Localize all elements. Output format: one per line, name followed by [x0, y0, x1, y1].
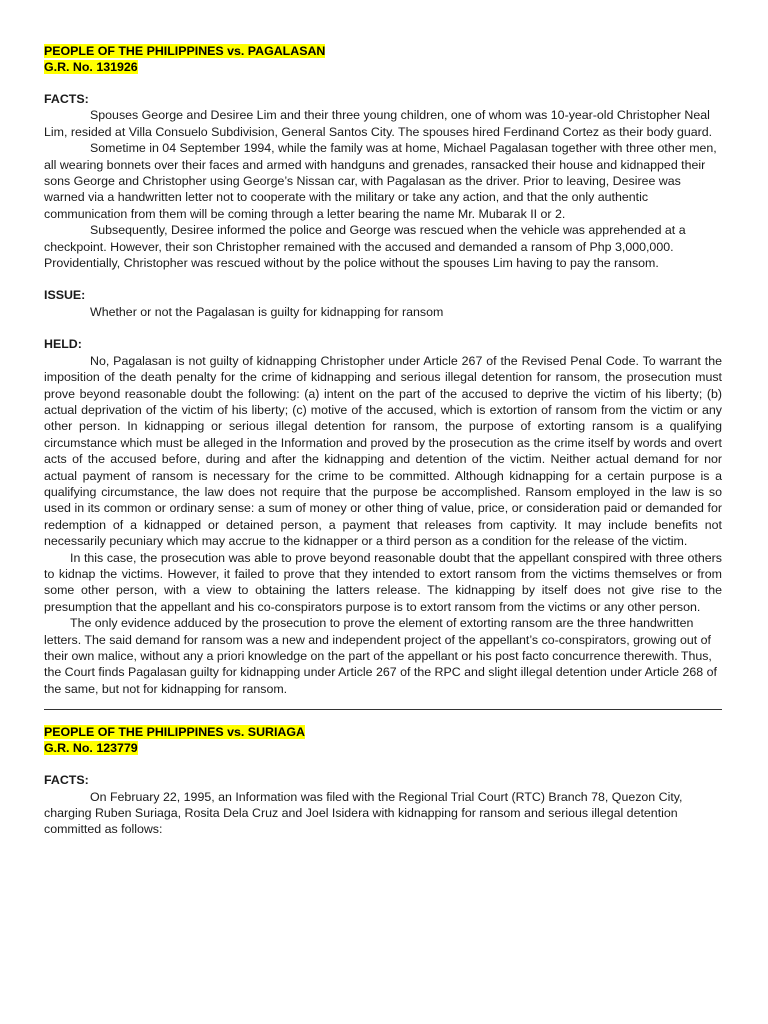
- held-paragraph: The only evidence adduced by the prosecution to prove the element of extorting ransom are the three handwritten letters. The said demand for ransom was a new and independent project of the appellant’s co-conspirators, growing out of their own malice, without any a priori knowledge on the part of the appellant or his post facto concurrence therewith. Thus, the Court finds Pagalasan guilty for kidnapping under Article 267 of the RPC and slight illegal detention under Article 268 of the same, but not for kidnapping for ransom.: [44, 616, 717, 696]
- case-title-highlight: PEOPLE OF THE PHILIPPINES vs. PAGALASAN: [44, 44, 326, 58]
- spacer: [44, 75, 722, 91]
- facts-paragraph: Sometime in 04 September 1994, while the family was at home, Michael Pagalasan together with three other men, all wearing bonnets over their faces and armed with handguns and grenades, ransacked their house and kidnapped their sons George and Christopher using George’s Nissan car, with Pagalasan as the driver. Prior to leaving, Desiree was warned via a handwritten letter not to cooperate with the military or take any action, and that the only authentic communication from them will be coming through a letter bearing the name Mr. Mubarak II or 2.: [44, 141, 717, 221]
- facts-heading: FACTS:: [44, 92, 89, 106]
- case-title-highlight: PEOPLE OF THE PHILIPPINES vs. SURIAGA: [44, 725, 305, 740]
- gr-number-highlight: G.R. No. 123779: [44, 741, 138, 756]
- issue-paragraph: Whether or not the Pagalasan is guilty for kidnapping for ransom: [90, 304, 444, 319]
- document-page: [44, 43, 722, 838]
- facts-paragraph: On February 22, 1995, an Information was filed with the Regional Trial Court (RTC) Branch 78, Quezon City, charging Ruben Suriaga, Rosita Dela Cruz and Joel Isidera with kidnapping for ransom and serious illegal detention committed as follows:: [44, 789, 683, 837]
- issue-heading: ISSUE:: [44, 288, 86, 303]
- gr-number: [44, 740, 722, 756]
- divider: [44, 709, 722, 710]
- held-heading: HELD:: [44, 337, 82, 352]
- spacer: [44, 271, 722, 287]
- gr-number-highlight: G.R. No. 131926: [44, 60, 138, 74]
- held-paragraph: In this case, the prosecution was able to prove beyond reasonable doubt that the appellant conspired with three others to kidnap the victims. However, it failed to prove that they intended to extort ransom from the victims themselves or from some other person, with a view to obtaining the latters release. The kidnapping by itself does not give rise to the presumption that the appellant and his co-conspirators purpose is to extort ransom from the victims or any other person.: [44, 550, 722, 614]
- spacer: [44, 320, 722, 336]
- case-title: [44, 43, 722, 59]
- spacer: [44, 756, 722, 772]
- facts-paragraph: Spouses George and Desiree Lim and their three young children, one of whom was 10-year-old Christopher Neal Lim, resided at Villa Consuelo Subdivision, General Santos City. The spouses hired Ferdinand Cortez as their body guard.: [44, 108, 713, 139]
- held-paragraph: No, Pagalasan is not guilty of kidnapping Christopher under Article 267 of the Revised Penal Code. To warrant the imposition of the death penalty for the crime of kidnapping and serious illegal detention for ransom, the prosecution must prove beyond reasonable doubt the following: (a) intent on the part of the accused to deprive the victim of his liberty; (b) actual deprivation of the victim of his liberty; (c) motive of the accused, which is extortion of ransom from the victim or any other person. In kidnapping or serious illegal detention for ransom, the purpose of extorting ransom is a qualifying circumstance which must be alleged in the Information and proved by the prosecution as the crime itself by words and overt acts of the accused before, during and after the kidnapping and detention of the victim. Neither actual demand for nor actual payment of ransom is necessary for the crime to be committed. Although kidnapping for a certain purpose is a qualifying circumstance, the law does not require that the purpose be accomplished. Ransom employed in the law is so used in its common or ordinary sense: a sum of money or other thing of value, price, or consideration paid or demanded for redemption of a kidnapped or detained person, a payment that releases from captivity. It may include benefits not necessarily pecuniary which may accrue to the kidnapper or a third person as a condition for the release of the victim.: [44, 353, 722, 549]
- case-title: [44, 724, 722, 740]
- facts-heading: FACTS:: [44, 773, 89, 788]
- gr-number: [44, 59, 722, 75]
- facts-paragraph: Subsequently, Desiree informed the police and George was rescued when the vehicle was apprehended at a checkpoint. However, their son Christopher remained with the accused and demanded a ransom of Php 3,000,000. Providentially, Christopher was rescued without by the police without the spouses Lim having to pay the ransom.: [44, 223, 686, 271]
